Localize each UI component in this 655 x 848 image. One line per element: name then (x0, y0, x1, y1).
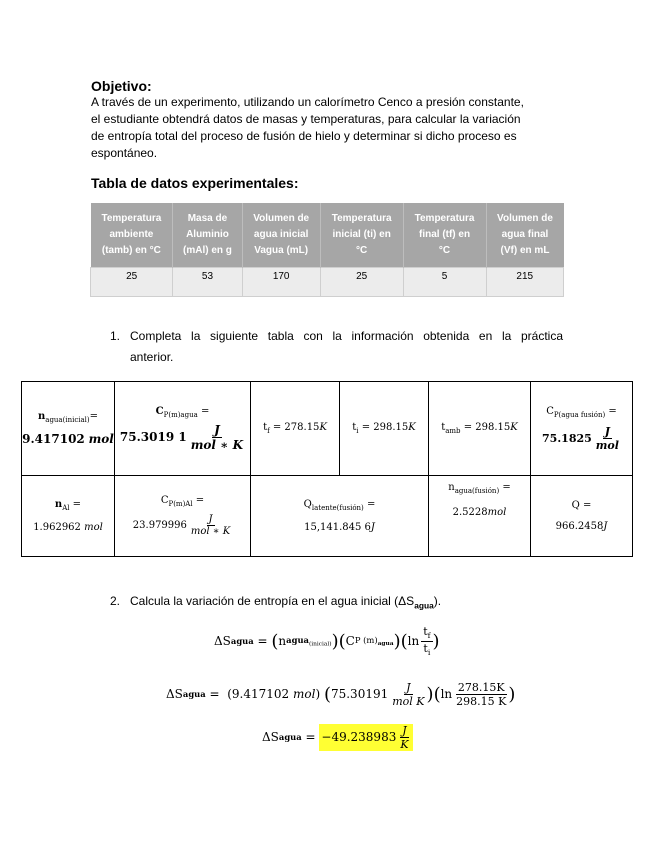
header-mal: Masa de Aluminio (mAl) en g (173, 203, 242, 268)
cell-q: Q = 966.2458J (555, 500, 608, 532)
objective-line: espontáneo. (91, 146, 158, 160)
objective-paragraph (91, 94, 571, 162)
table-cell: 215 (486, 268, 564, 297)
table-cell: 25 (91, 268, 173, 297)
entropy-formula: ΔS agua = ( n agua$_{(inicial)}$ ) ( C P $(m)_{agua}$ ) ( ln $\frac{t_f}{t_i}$ ) (214, 625, 440, 657)
header-vf: Volumen de agua final (Vf) en mL (486, 203, 564, 268)
cell-cp-al: $C_{P(m)Al}$ = 23.979996 $\frac{J}{\text{mol ∗ K}}$ (115, 476, 251, 556)
cell-tamb: $t_{amb} = 298.15K$ (429, 382, 531, 476)
question-1-number: 1. (110, 329, 121, 343)
table-cell: 5 (403, 268, 486, 297)
cell-cp-agua: $C_{P(m)agua}$ = 75.3019 1 $\frac{J}{\text{mol ∗ K}}$ (115, 382, 251, 476)
question-2-number: 2. (110, 594, 121, 608)
header-ti: Temperatura inicial (ti) en °C (320, 203, 403, 268)
question-2-text: Calcula la variación de entropía en el agua inicial $(\Delta S_{agua})$. (130, 594, 442, 611)
question-1-line1: Completa la siguiente tabla con la información obtenida en la práctica (130, 329, 563, 343)
cell-tf: $t_f = 278.15K$ (251, 382, 340, 476)
table-header-row (91, 203, 564, 268)
table-cell: 53 (173, 268, 242, 297)
objective-line: el estudiante obtendrá datos de masas y temperaturas, para calcular la variación (91, 112, 521, 126)
highlighted-result: −49.238983 $\frac{J}{K}$ (319, 724, 412, 751)
question-1-line2: anterior. (130, 350, 174, 364)
cell-ti: $t_i = 298.15K$ (340, 382, 429, 476)
table-cell: 25 (320, 268, 403, 297)
cell-n-fusion: $n_{agua(fusión)}$ = 2.5228mol (429, 476, 531, 556)
cell-cp-fusion: $C_{P(agua fusión)}$ = 75.1825 $\frac{J}{\text{mol}}$ (531, 382, 632, 476)
objective-title: Objetivo: (91, 78, 152, 94)
entropy-substitution: ΔS agua = ( 9.417102 mol ) ( 75.30191 $\frac{J}{\text{mol K}}$ ) ( ln $\frac{278.15K}{298.15 K}$ ) (166, 680, 516, 708)
cell-n-agua-inicial: $n_{agua(inicial)}=$ 9.417102 mol (22, 382, 115, 476)
cell-n-al: $n_{Al}$ = 1.962962 mol (22, 476, 115, 556)
experimental-data-table (90, 203, 564, 297)
header-tamb: Temperatura ambiente (tamb) en °C (91, 203, 173, 268)
header-vagua: Volumen de agua inicial Vagua (mL) (242, 203, 320, 268)
objective-line: A través de un experimento, utilizando un calorímetro Cenco a presión constante, (91, 95, 524, 109)
objective-line: de entropía total del proceso de fusión de hielo y determinar si dicho proceso es (91, 129, 517, 143)
table-title: Tabla de datos experimentales: (91, 175, 299, 191)
entropy-result: ΔS agua = −49.238983 $\frac{J}{K}$ (262, 722, 413, 752)
table-cell: 170 (242, 268, 320, 297)
results-grid (21, 381, 633, 557)
cell-q-latente: $Q_{latente(fusión)}$ = 15,141.845 6J (251, 476, 429, 556)
header-tf: Temperatura final (tf) en °C (403, 203, 486, 268)
table-row (91, 268, 564, 297)
